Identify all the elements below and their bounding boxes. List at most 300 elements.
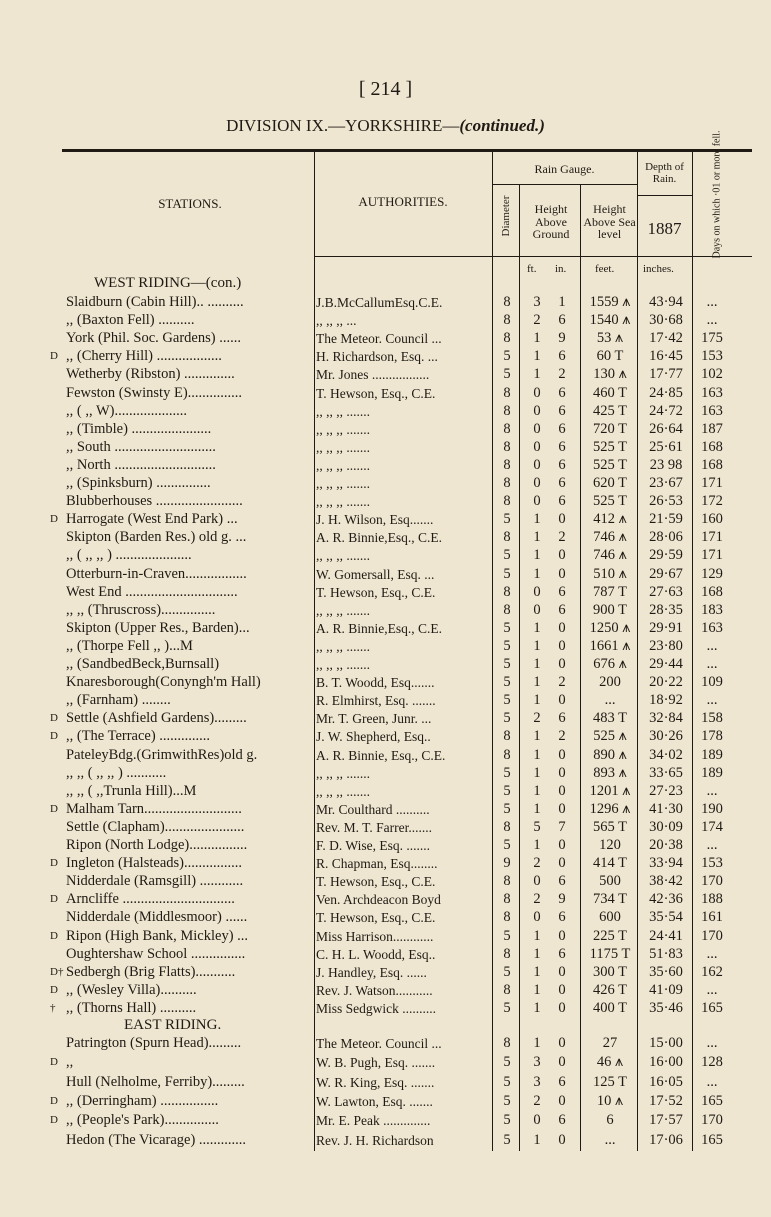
cell-station: ,, ,, ( ,,Trunla Hill)...M xyxy=(66,782,197,799)
cell-dia: 8 xyxy=(503,330,511,347)
cell-in: 0 xyxy=(558,746,566,763)
cell-ft: 0 xyxy=(533,873,541,890)
cell-ft: 0 xyxy=(533,601,541,618)
cell-days: 189 xyxy=(701,764,723,781)
cell-in: 7 xyxy=(558,818,566,835)
cell-depth: 24·41 xyxy=(649,927,683,944)
cell-days: 170 xyxy=(701,873,723,890)
cell-sea: 890 ⩚ xyxy=(593,746,627,763)
cell-in: 6 xyxy=(558,456,566,473)
cell-sea: 460 T xyxy=(593,384,627,401)
cell-in: 0 xyxy=(558,855,566,872)
cell-mark: D xyxy=(50,893,58,906)
cell-mark: D xyxy=(50,1094,58,1107)
unit-in: in. xyxy=(555,263,567,275)
cell-station: ,, (Wesley Villa).......... xyxy=(66,981,197,998)
cell-depth: 17·06 xyxy=(649,1131,683,1148)
cell-depth: 16·00 xyxy=(649,1054,683,1071)
division-title xyxy=(0,116,771,136)
cell-ft: 1 xyxy=(533,837,541,853)
cell-dia: 8 xyxy=(503,891,511,908)
cell-depth: 32·84 xyxy=(649,710,683,727)
cell-authority: The Meteor. Council ... xyxy=(316,331,442,347)
cell-sea: 10 ⩚ xyxy=(596,1092,624,1109)
table-row xyxy=(0,619,771,638)
cell-days: 168 xyxy=(701,438,723,455)
table-row xyxy=(0,673,771,692)
cell-depth: 26·53 xyxy=(649,493,683,510)
cell-days: ... xyxy=(706,294,718,310)
table-row xyxy=(0,438,771,457)
cell-days: 183 xyxy=(701,601,723,618)
cell-station: ,, xyxy=(66,1054,74,1071)
cell-dia: 8 xyxy=(503,818,511,835)
cell-dia: 8 xyxy=(503,312,511,329)
cell-days: ... xyxy=(706,945,718,962)
cell-in: 6 xyxy=(558,1112,566,1129)
table-row xyxy=(0,384,771,403)
cell-in: 0 xyxy=(558,963,566,980)
cell-in: 6 xyxy=(558,909,566,926)
cell-dia: 5 xyxy=(503,800,511,817)
division-name: DIVISION IX.—YORKSHIRE— xyxy=(226,116,460,135)
cell-authority: C. H. L. Woodd, Esq.. xyxy=(316,946,436,962)
cell-dia: 5 xyxy=(503,782,511,799)
cell-ft: 1 xyxy=(533,746,541,763)
cell-sea: 1661 ⩚ xyxy=(589,637,631,654)
cell-sea: 225 T xyxy=(593,927,627,944)
cell-mark: D xyxy=(50,1056,58,1069)
cell-dia: 5 xyxy=(503,656,511,672)
cell-station: ,, South ............................ xyxy=(66,438,216,455)
cell-mark: D xyxy=(50,730,58,743)
cell-station: ,, (Thorpe Fell ,, )...M xyxy=(66,637,193,654)
cell-authority: R. Chapman, Esq........ xyxy=(316,856,438,872)
cell-sea: 426 T xyxy=(593,981,627,998)
cell-station: Hedon (The Vicarage) ............. xyxy=(66,1131,247,1148)
cell-ft: 0 xyxy=(533,475,541,491)
cell-dia: 8 xyxy=(503,384,511,401)
cell-depth: 41·09 xyxy=(649,981,683,998)
section-east-riding: EAST RIDING. xyxy=(124,1017,222,1033)
table-row xyxy=(0,854,771,873)
cell-ft: 0 xyxy=(533,420,541,437)
cell-in: 0 xyxy=(558,1035,566,1051)
header-diameter: Diameter xyxy=(500,195,512,237)
cell-ft: 0 xyxy=(533,1112,541,1129)
cell-sea: 720 T xyxy=(593,420,627,437)
cell-days: ... xyxy=(706,692,718,709)
cell-depth: 29·59 xyxy=(649,547,683,564)
cell-station: Nidderdale (Ramsgill) ............ xyxy=(66,873,244,890)
cell-days: 171 xyxy=(701,547,723,564)
table-row xyxy=(0,709,771,728)
cell-dia: 5 xyxy=(503,837,511,853)
cell-days: 128 xyxy=(701,1054,723,1071)
cell-ft: 1 xyxy=(533,656,541,672)
cell-mark: D xyxy=(50,350,58,363)
cell-sea: 746 ⩚ xyxy=(593,547,627,564)
cell-depth: 43·94 xyxy=(649,294,683,310)
cell-station: Oughtershaw School ............... xyxy=(66,945,246,962)
cell-authority: T. Hewson, Esq., C.E. xyxy=(316,874,436,890)
cell-ft: 1 xyxy=(533,764,541,781)
cell-days: ... xyxy=(706,312,718,329)
table-row xyxy=(0,908,771,927)
cell-days: 168 xyxy=(701,583,723,600)
cell-days: 109 xyxy=(701,674,723,691)
cell-ft: 1 xyxy=(533,511,541,528)
cell-days: ... xyxy=(706,1035,718,1051)
cell-depth: 20·22 xyxy=(649,674,683,691)
cell-in: 6 xyxy=(558,583,566,600)
cell-in: 9 xyxy=(558,330,566,347)
cell-mark: D xyxy=(50,1114,58,1127)
cell-depth: 29·67 xyxy=(649,565,683,582)
cell-ft: 0 xyxy=(533,456,541,473)
cell-ft: 1 xyxy=(533,529,541,546)
cell-dia: 8 xyxy=(503,873,511,890)
table-row xyxy=(0,999,771,1018)
cell-station: ,, (SandbedBeck,Burnsall) xyxy=(66,656,220,672)
cell-days: 165 xyxy=(701,1131,723,1148)
cell-days: ... xyxy=(706,782,718,799)
table-row xyxy=(0,492,771,511)
cell-depth: 17·77 xyxy=(649,366,683,383)
cell-days: ... xyxy=(706,837,718,853)
cell-dia: 5 xyxy=(503,511,511,528)
cell-authority: Mr. E. Peak .............. xyxy=(316,1113,431,1129)
cell-days: 102 xyxy=(701,366,723,383)
cell-dia: 8 xyxy=(503,583,511,600)
cell-days: ... xyxy=(706,981,718,998)
cell-sea: 620 T xyxy=(593,475,627,491)
table-row xyxy=(0,691,771,710)
header-bottom-rule xyxy=(314,256,752,257)
table-row xyxy=(0,402,771,421)
cell-ft: 1 xyxy=(533,963,541,980)
table-row xyxy=(0,782,771,801)
cell-depth: 29·44 xyxy=(649,656,683,672)
cell-authority: A. R. Binnie,Esq., C.E. xyxy=(316,620,443,636)
cell-in: 0 xyxy=(558,800,566,817)
cell-mark: D† xyxy=(50,965,64,978)
table-row xyxy=(0,528,771,547)
cell-mark: D xyxy=(50,857,58,870)
cell-station: PateleyBdg.(GrimwithRes)old g. xyxy=(66,746,258,763)
cell-depth: 21·59 xyxy=(649,511,683,528)
table-row xyxy=(0,420,771,439)
cell-depth: 30·26 xyxy=(649,728,683,745)
cell-authority: ,, ,, ,, ....... xyxy=(316,403,370,419)
cell-station: ,, (Thorns Hall) .......... xyxy=(66,999,197,1016)
table-row xyxy=(0,365,771,384)
cell-ft: 1 xyxy=(533,692,541,709)
cell-dia: 5 xyxy=(503,927,511,944)
cell-in: 9 xyxy=(558,891,566,908)
cell-dia: 5 xyxy=(503,710,511,727)
cell-sea: 525 T xyxy=(593,438,627,455)
cell-depth: 51·83 xyxy=(649,945,683,962)
cell-depth: 30·09 xyxy=(649,818,683,835)
cell-ft: 2 xyxy=(533,710,541,727)
cell-authority: W. R. King, Esq. ....... xyxy=(316,1074,435,1090)
cell-in: 0 xyxy=(558,764,566,781)
page-number: [ 214 ] xyxy=(358,78,413,100)
cell-station: Skipton (Upper Res., Barden)... xyxy=(66,619,250,636)
cell-ft: 1 xyxy=(533,637,541,654)
cell-dia: 5 xyxy=(503,366,511,383)
cell-dia: 8 xyxy=(503,1035,511,1051)
cell-sea: ... xyxy=(604,692,616,709)
cell-days: 170 xyxy=(701,927,723,944)
table-row xyxy=(0,293,771,312)
cell-in: 6 xyxy=(558,402,566,419)
cell-authority: Miss Harrison............ xyxy=(316,928,434,944)
table-row xyxy=(0,764,771,783)
cell-authority: A. R. Binnie,Esq., C.E. xyxy=(316,530,443,546)
cell-authority: Mr. Coulthard .......... xyxy=(316,801,430,817)
cell-depth: 23 98 xyxy=(649,456,683,473)
cell-depth: 17·57 xyxy=(649,1112,683,1129)
cell-in: 2 xyxy=(558,366,566,383)
cell-station: ,, (Derringham) ................ xyxy=(66,1092,219,1109)
cell-station: ,, North ............................ xyxy=(66,456,216,473)
cell-station: ,, (Spinksburn) ............... xyxy=(66,475,211,491)
table-row xyxy=(0,637,771,656)
header-height-ground: Height Above Ground xyxy=(532,202,570,242)
cell-depth: 33·65 xyxy=(649,764,683,781)
header-year: 1887 xyxy=(647,219,682,238)
cell-days: 153 xyxy=(701,348,723,365)
cell-in: 0 xyxy=(558,837,566,853)
cell-days: 158 xyxy=(701,710,723,727)
cell-dia: 8 xyxy=(503,981,511,998)
table-row xyxy=(0,565,771,584)
cell-dia: 5 xyxy=(503,1073,511,1090)
table-row xyxy=(0,474,771,493)
table-row xyxy=(0,311,771,330)
cell-sea: 525 T xyxy=(593,456,627,473)
cell-authority: ,, ,, ,, ....... xyxy=(316,439,370,455)
cell-sea: 200 xyxy=(599,674,621,691)
cell-authority: The Meteor. Council ... xyxy=(316,1036,442,1051)
cell-depth: 41·30 xyxy=(649,800,683,817)
cell-depth: 29·91 xyxy=(649,619,683,636)
cell-ft: 3 xyxy=(533,1054,541,1071)
cell-days: 172 xyxy=(701,493,723,510)
cell-dia: 9 xyxy=(503,855,511,872)
cell-station: Arncliffe ............................... xyxy=(66,891,235,908)
cell-station: ,, ( ,, ,, ) ..................... xyxy=(66,547,192,564)
cell-sea: 746 ⩚ xyxy=(593,529,627,546)
cell-dia: 5 xyxy=(503,1054,511,1071)
cell-ft: 1 xyxy=(533,330,541,347)
cell-authority: B. T. Woodd, Esq....... xyxy=(316,675,435,691)
table-row xyxy=(0,981,771,1000)
cell-sea: 734 T xyxy=(593,891,627,908)
cell-ft: 1 xyxy=(533,927,541,944)
table-row xyxy=(0,945,771,964)
cell-in: 0 xyxy=(558,692,566,709)
cell-station: ,, (Baxton Fell) .......... xyxy=(66,312,195,329)
cell-sea: 60 T xyxy=(596,348,624,365)
cell-ft: 1 xyxy=(533,1131,541,1148)
cell-authority: W. B. Pugh, Esq. ....... xyxy=(316,1055,436,1071)
cell-days: 171 xyxy=(701,529,723,546)
cell-ft: 0 xyxy=(533,909,541,926)
cell-depth: 42·36 xyxy=(649,891,683,908)
cell-depth: 33·94 xyxy=(649,855,683,872)
cell-dia: 8 xyxy=(503,294,511,310)
cell-dia: 5 xyxy=(503,1131,511,1148)
cell-ft: 0 xyxy=(533,384,541,401)
cell-sea: 565 T xyxy=(593,818,627,835)
cell-sea: 53 ⩚ xyxy=(596,330,624,347)
cell-authority: J.B.McCallumEsq.C.E. xyxy=(316,295,443,310)
cell-sea: 525 ⩚ xyxy=(593,728,627,745)
cell-depth: 15·00 xyxy=(649,1035,683,1051)
cell-in: 0 xyxy=(558,1131,566,1148)
cell-ft: 3 xyxy=(533,1073,541,1090)
table-row xyxy=(0,746,771,765)
cell-in: 6 xyxy=(558,601,566,618)
cell-dia: 8 xyxy=(503,945,511,962)
cell-station: ,, (Farnham) ........ xyxy=(66,692,171,709)
cell-in: 0 xyxy=(558,1092,566,1109)
cell-sea: 46 ⩚ xyxy=(596,1054,624,1071)
cell-depth: 24·72 xyxy=(649,402,683,419)
cell-depth: 27·23 xyxy=(649,782,683,799)
cell-ft: 1 xyxy=(533,981,541,998)
cell-authority: Rev. M. T. Farrer....... xyxy=(316,819,432,835)
cell-in: 0 xyxy=(558,637,566,654)
cell-station: West End ............................... xyxy=(66,583,238,600)
cell-in: 6 xyxy=(558,710,566,727)
cell-mark: † xyxy=(50,1001,56,1014)
cell-authority: ,, ,, ,, ....... xyxy=(316,783,370,799)
header-rain-gauge: Rain Gauge. xyxy=(534,162,595,176)
cell-dia: 5 xyxy=(503,674,511,691)
cell-station: Harrogate (West End Park) ... xyxy=(66,511,238,528)
cell-station: Ripon (North Lodge)................ xyxy=(66,837,248,853)
cell-dia: 5 xyxy=(503,637,511,654)
cell-days: ... xyxy=(706,1073,718,1090)
cell-station: Settle (Ashfield Gardens)......... xyxy=(66,710,247,727)
cell-sea: 1540 ⩚ xyxy=(589,312,631,329)
cell-station: Malham Tarn........................... xyxy=(66,800,242,817)
cell-in: 6 xyxy=(558,475,566,491)
table-row xyxy=(0,1053,771,1072)
cell-sea: 1175 T xyxy=(589,945,631,962)
cell-depth: 27·63 xyxy=(649,583,683,600)
cell-in: 1 xyxy=(558,294,566,310)
cell-ft: 1 xyxy=(533,945,541,962)
cell-days: 187 xyxy=(701,420,723,437)
header-days: Days on which ·01 or more fell. xyxy=(711,130,723,259)
cell-in: 6 xyxy=(558,493,566,510)
cell-dia: 8 xyxy=(503,402,511,419)
cell-mark: D xyxy=(50,712,58,725)
cell-sea: 130 ⩚ xyxy=(593,366,627,383)
cell-depth: 38·42 xyxy=(649,873,683,890)
cell-station: Ingleton (Halsteads)................ xyxy=(66,855,242,872)
table-row xyxy=(0,1073,771,1092)
cell-dia: 5 xyxy=(503,1092,511,1109)
cell-sea: 483 T xyxy=(593,710,627,727)
cell-authority: A. R. Binnie, Esq., C.E. xyxy=(316,747,446,763)
cell-dia: 8 xyxy=(503,601,511,618)
table-row xyxy=(0,818,771,837)
cell-days: 165 xyxy=(701,1092,723,1109)
cell-station: Nidderdale (Middlesmoor) ...... xyxy=(66,909,248,926)
cell-days: 175 xyxy=(701,330,723,347)
cell-authority: ,, ,, ,, ....... xyxy=(316,765,370,781)
cell-mark: D xyxy=(50,802,58,815)
cell-sea: 1559 ⩚ xyxy=(589,294,631,310)
cell-authority: ,, ,, ,, ....... xyxy=(316,638,370,654)
table-row xyxy=(0,583,771,602)
cell-sea: 1201 ⩚ xyxy=(589,782,631,799)
cell-days: 163 xyxy=(701,384,723,401)
cell-depth: 23·67 xyxy=(649,475,683,491)
cell-days: 174 xyxy=(701,818,723,835)
cell-mark: D xyxy=(50,983,58,996)
unit-feet: feet. xyxy=(595,263,615,275)
cell-dia: 5 xyxy=(503,1112,511,1129)
cell-in: 0 xyxy=(558,999,566,1016)
cell-ft: 2 xyxy=(533,1092,541,1109)
cell-ft: 1 xyxy=(533,728,541,745)
cell-in: 0 xyxy=(558,782,566,799)
table-row xyxy=(0,872,771,891)
cell-sea: 600 xyxy=(599,909,621,926)
cell-sea: 412 ⩚ xyxy=(593,511,627,528)
cell-in: 6 xyxy=(558,384,566,401)
header-authorities: AUTHORITIES. xyxy=(358,194,448,209)
cell-sea: 510 ⩚ xyxy=(593,565,627,582)
table-row xyxy=(0,1034,771,1053)
cell-sea: 425 T xyxy=(593,402,627,419)
cell-dia: 8 xyxy=(503,438,511,455)
cell-ft: 1 xyxy=(533,366,541,383)
cell-authority: T. Hewson, Esq., C.E. xyxy=(316,584,436,600)
cell-in: 2 xyxy=(558,674,566,691)
table-row xyxy=(0,456,771,475)
cell-dia: 5 xyxy=(503,963,511,980)
cell-sea: 900 T xyxy=(593,601,627,618)
cell-station: ,, ,, ( ,, ,, ) ........... xyxy=(66,764,167,781)
cell-dia: 5 xyxy=(503,764,511,781)
cell-station: Skipton (Barden Res.) old g. ... xyxy=(66,529,247,546)
cell-days: 161 xyxy=(701,909,723,926)
cell-station: Ripon (High Bank, Mickley) ... xyxy=(66,927,249,944)
cell-in: 6 xyxy=(558,312,566,329)
cell-dia: 5 xyxy=(503,348,511,365)
cell-ft: 3 xyxy=(533,294,541,310)
cell-dia: 8 xyxy=(503,909,511,926)
unit-inches: inches. xyxy=(643,263,674,275)
cell-in: 2 xyxy=(558,529,566,546)
table-row xyxy=(0,1111,771,1130)
cell-station: ,, ,, (Thruscross)............... xyxy=(66,601,216,618)
cell-authority: ,, ,, ,, ....... xyxy=(316,548,370,564)
cell-depth: 24·85 xyxy=(649,384,683,401)
cell-station: Otterburn-in-Craven................. xyxy=(66,565,247,582)
cell-in: 6 xyxy=(558,438,566,455)
cell-mark: D xyxy=(50,513,58,526)
cell-in: 0 xyxy=(558,981,566,998)
